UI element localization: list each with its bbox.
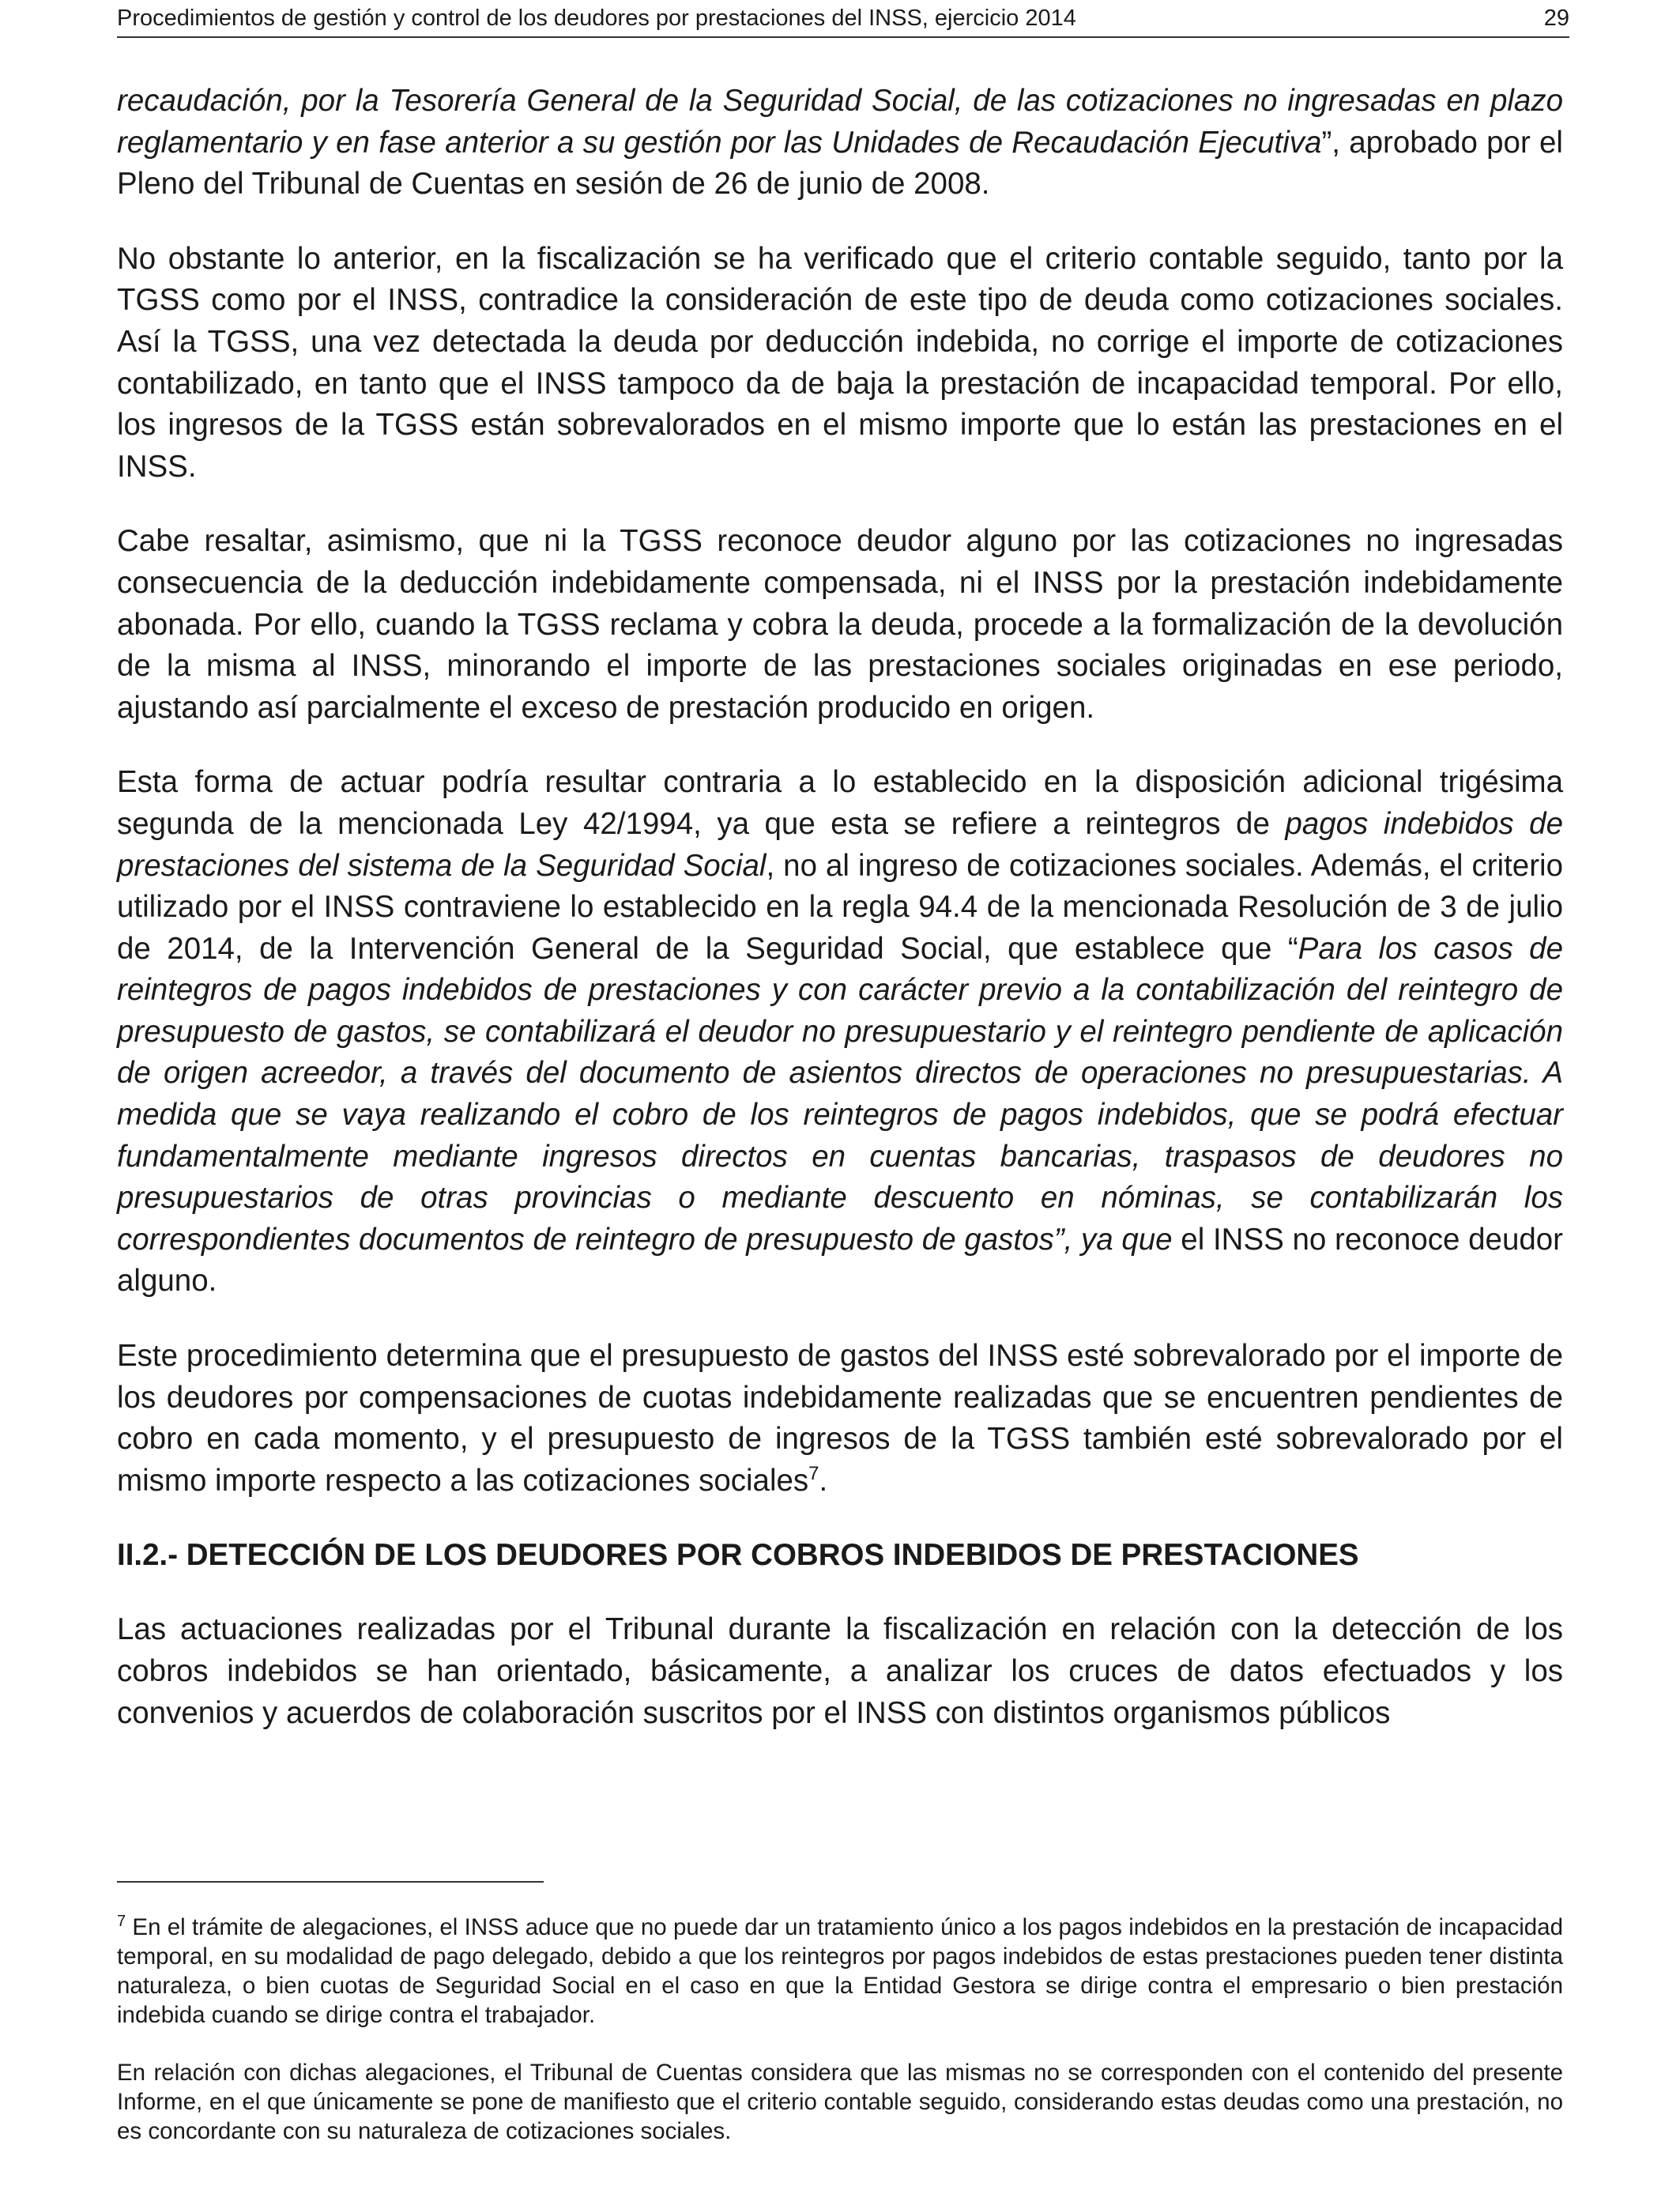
section-heading: II.2.- DETECCIÓN DE LOS DEUDORES POR COBROS INDEBIDOS DE PRESTACIONES bbox=[117, 1538, 1359, 1573]
footnote-7 bbox=[117, 1913, 1563, 2030]
footnotes bbox=[117, 1913, 1563, 2174]
header-title: Procedimientos de gestión y control de los deudores por prestaciones del INSS, ejercicio 2014 bbox=[117, 6, 1076, 31]
footnote-separator bbox=[117, 1881, 544, 1883]
paragraph-1-rest: ”, aprobado por el Pleno del Tribunal de Cuentas en sesión de 26 de junio de 2008. bbox=[117, 125, 1563, 202]
footnote-7-reply: En relación con dichas alegaciones, el Tribunal de Cuentas considera que las mismas no se corresponden con el contenido del presente Informe, en el que únicamente se pone de manifiesto que el criterio contable seguido, considerando estas deudas como una prestación, no es concordante con su naturaleza de cotizaciones sociales. bbox=[117, 2060, 1563, 2144]
paragraph-5-end: . bbox=[819, 1463, 828, 1498]
paragraph-4-quote: Para los casos de reintegros de pagos indebidos de prestaciones y con carácter previo a la contabilización del reintegro de presupuesto de gastos, se contabilizará el deudor no presupuestario y el reintegro pendiente de aplicación de origen acreedor, a través del documento de asientos directos de operaciones no presupuestarias. A medida que se vaya realizando el cobro de los reintegros de pagos indebidos, que se podrá efectuar fundamentalmente mediante ingresos directos en cuentas bancarias, traspasos de deudores no presupuestarios de otras provincias o mediante descuento en nóminas, se contabilizarán los correspondientes documentos de reintegro de presupuesto de gastos”, ya que bbox=[117, 931, 1563, 1257]
paragraph-2: No obstante lo anterior, en la fiscalización se ha verificado que el criterio contable seguido, tanto por la TGSS como por el INSS, contradice la consideración de este tipo de deuda como cotizaciones sociales. Así la TGSS, una vez detectada la deuda por deducción indebida, no corrige el importe de cotizaciones contabilizado, en tanto que el INSS tampoco da de baja la prestación de incapacidad temporal. Por ello, los ingresos de la TGSS están sobrevalorados en el mismo importe que lo están las prestaciones en el INSS. bbox=[117, 241, 1563, 484]
paragraph-4 bbox=[117, 762, 1563, 1302]
page-header bbox=[117, 0, 1569, 38]
document-body bbox=[117, 81, 1563, 1767]
footnote-7-marker: 7 bbox=[117, 1913, 126, 1931]
paragraph-3: Cabe resaltar, asimismo, que ni la TGSS reconoce deudor alguno por las cotizaciones no ingresadas consecuencia de la deducción indebidamente compensada, ni el INSS por la prestación indebidamente abonada. Por ello, cuando la TGSS reclama y cobra la deuda, procede a la formalización de la devolución de la misma al INSS, minorando el importe de las prestaciones sociales originadas en ese periodo, ajustando así parcialmente el exceso de prestación producido en origen. bbox=[117, 524, 1563, 725]
paragraph-4-part-e: el INSS no reconoce deudor alguno. bbox=[117, 1222, 1563, 1299]
footnote-7-text: En el trámite de alegaciones, el INSS aduce que no puede dar un tratamiento único a los pagos indebidos en la prestación de incapacidad temporal, en su modalidad de pago delegado, debido a que los reintegros por pagos indebidos de estas prestaciones pueden tener distinta naturaleza, o bien cuotas de Seguridad Social en el caso en que la Entidad Gestora se dirige contra el empresario o bien prestación indebida cuando se dirige contra el trabajador. bbox=[117, 1914, 1563, 2028]
paragraph-4-part-a: Esta forma de actuar podría resultar contraria a lo establecido en la disposición adicional trigésima segunda de la mencionada Ley 42/1994, ya que esta se refiere a reintegros de bbox=[117, 765, 1563, 841]
page-number: 29 bbox=[1543, 6, 1569, 31]
paragraph-4-part-c: , no al ingreso de cotizaciones sociales. Además, el criterio utilizado por el INSS contraviene lo establecido en la regla 94.4 de la mencionada Resolución de 3 de julio de 2014, de la Intervención General de la Seguridad Social, que establece que “ bbox=[117, 848, 1563, 966]
paragraph-1 bbox=[117, 81, 1563, 205]
paragraph-4-part-b: pagos indebidos de prestaciones del sistema de la Seguridad Social bbox=[117, 806, 1563, 883]
footnote-ref-7[interactable]: 7 bbox=[808, 1462, 819, 1484]
paragraph-6: Las actuaciones realizadas por el Tribunal durante la fiscalización en relación con la detección de los cobros indebidos se han orientado, básicamente, a analizar los cruces de datos efectuados y los convenios y acuerdos de colaboración suscritos por el INSS con distintos organismos públicos bbox=[117, 1612, 1563, 1730]
paragraph-5-text: Este procedimiento determina que el presupuesto de gastos del INSS esté sobrevalorado por el importe de los deudores por compensaciones de cuotas indebidamente realizadas que se encuentren pendientes de cobro en cada momento, y el presupuesto de ingresos de la TGSS también esté sobrevalorado por el mismo importe respecto a las cotizaciones sociales bbox=[117, 1339, 1563, 1498]
paragraph-5 bbox=[117, 1336, 1563, 1502]
paragraph-1-italic: recaudación, por la Tesorería General de la Seguridad Social, de las cotizaciones no ingresadas en plazo reglamentario y en fase anterior a su gestión por las Unidades de Recaudación Ejecutiva bbox=[117, 84, 1563, 160]
